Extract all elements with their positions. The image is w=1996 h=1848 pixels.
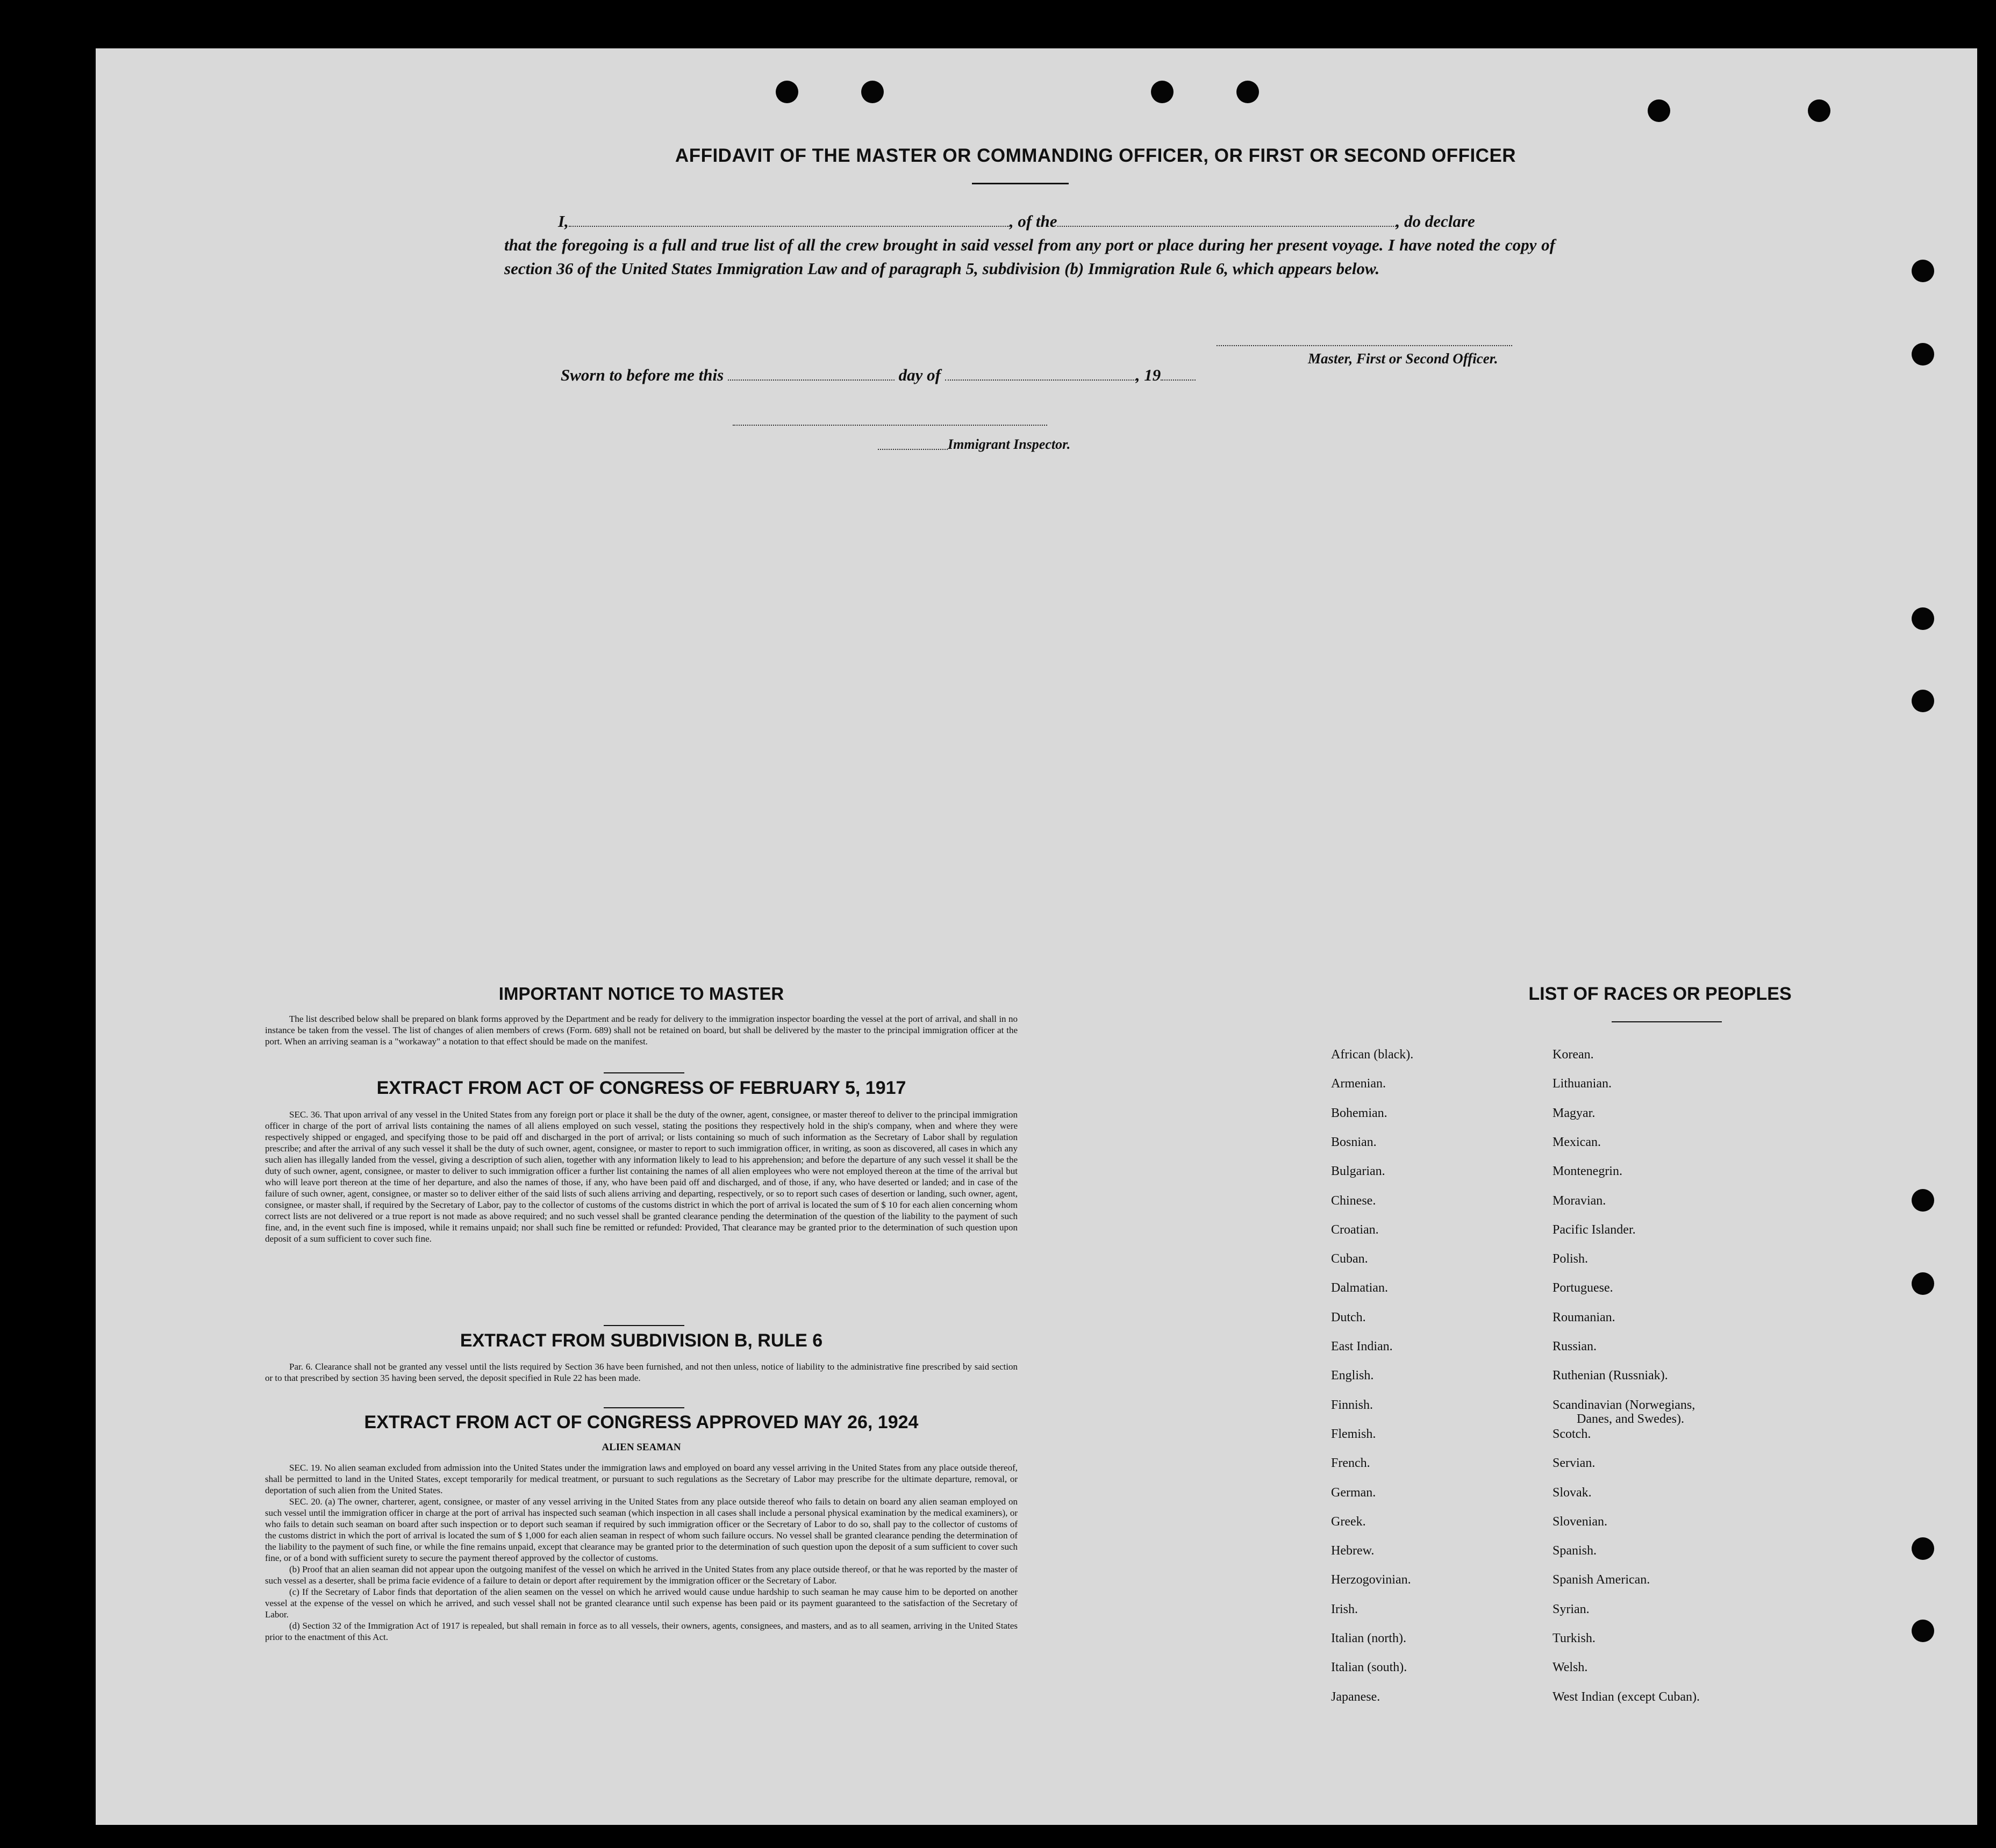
race-item: English. <box>1331 1369 1374 1383</box>
of-the-label: , of the <box>1009 212 1057 231</box>
punch-hole <box>1912 1272 1934 1295</box>
extract-1917-title: EXTRACT FROM ACT OF CONGRESS OF FEBRUARY 5, 1917 <box>376 1078 906 1098</box>
race-item: African (black). <box>1331 1048 1414 1062</box>
race-item: East Indian. <box>1331 1340 1393 1353</box>
race-item: Montenegrin. <box>1553 1164 1622 1179</box>
race-item: Bohemian. <box>1331 1106 1387 1120</box>
race-item: Danes, and Swedes). <box>1577 1412 1684 1426</box>
sworn-day-field[interactable] <box>728 366 895 381</box>
punch-hole <box>1912 1620 1934 1642</box>
race-item: Roumanian. <box>1553 1310 1615 1324</box>
races-title: LIST OF RACES OR PEOPLES <box>1528 984 1792 1004</box>
inspector-prefix-dots <box>878 449 948 450</box>
extract-rule6-title: EXTRACT FROM SUBDIVISION B, RULE 6 <box>460 1330 823 1351</box>
i-label: I, <box>558 212 569 231</box>
race-item: West Indian (except Cuban). <box>1553 1689 1700 1704</box>
race-item: Hebrew. <box>1331 1544 1375 1558</box>
sworn-line <box>561 366 1528 385</box>
punch-hole <box>1236 81 1259 103</box>
race-item: Italian (south). <box>1331 1660 1407 1675</box>
race-item: Croatian. <box>1331 1222 1379 1237</box>
race-item: Irish. <box>1331 1602 1358 1616</box>
day-of-label: day of <box>898 366 941 384</box>
punch-hole <box>1648 99 1670 122</box>
punch-hole <box>1912 1537 1934 1560</box>
race-item: Magyar. <box>1553 1106 1596 1120</box>
master-name-field[interactable] <box>569 212 1010 227</box>
divider <box>604 1325 684 1326</box>
race-item: Bulgarian. <box>1331 1164 1385 1179</box>
race-item: Japanese. <box>1331 1689 1380 1704</box>
sworn-month-field[interactable] <box>945 366 1136 381</box>
divider <box>604 1072 684 1073</box>
sec-20b-paragraph: (b) Proof that an alien seaman did not appear upon the outgoing manifest of the vessel on which he arrived in the United States from any place outside thereof, or that he was reported by the master of such vessel as a deserter, shall be prima facie evidence of a failure to detain or deport after requirement by the immigration officer or the Secretary of Labor. <box>265 1564 1018 1586</box>
sec-20d-paragraph: (d) Section 32 of the Immigration Act of 1917 is repealed, but shall remain in force as to all vessels, their owners, agents, consignees, and masters, and as to all seamen, arriving in the United States prior to the enactment of this Act. <box>265 1621 1018 1642</box>
race-item: French. <box>1331 1456 1370 1471</box>
sec-20a-paragraph: SEC. 20. (a) The owner, charterer, agent, consignee, or master of any vessel arriving in the United States from any place outside thereof who fails to detain on board any alien seaman employed on such vessel until the immigration officer in charge at the port of arrival has inspected such seaman (which inspection in all cases shall include a personal physical examination by the medical examiners), or who fails to detain such seaman on board after such inspection or to deport such seaman if required by such immigration officer or the Secretary of Labor to do so, shall pay to the collector of customs of the customs district in which the port of arrival is located the sum of $ 1,000 for each alien seaman in respect of whom such failure occurs. No vessel shall be granted clearance pending the determination of the liability to the payment of such fine, or while the fine remains unpaid, except that clearance may be granted prior to the determination of such question upon the deposit of a sum sufficient to cover such fine, or of a bond with sufficient surety to secure the payment thereof approved by the collector of customs. <box>265 1496 1018 1563</box>
race-item: Scandinavian (Norwegians, <box>1553 1398 1695 1412</box>
race-item: Moravian. <box>1553 1193 1606 1208</box>
sworn-label: Sworn to before me this <box>561 366 724 384</box>
master-signature-label: Master, First or Second Officer. <box>1308 350 1498 367</box>
races-title-underline <box>1612 1021 1722 1022</box>
race-item: Turkish. <box>1553 1631 1596 1645</box>
race-item: Bosnian. <box>1331 1135 1377 1149</box>
race-item: Scotch. <box>1553 1427 1591 1441</box>
race-item: Polish. <box>1553 1252 1589 1266</box>
race-item: German. <box>1331 1485 1376 1500</box>
race-item: Dutch. <box>1331 1310 1366 1324</box>
punch-hole <box>1912 260 1934 282</box>
punch-hole <box>1808 99 1830 122</box>
race-item: Spanish. <box>1553 1544 1597 1558</box>
punch-hole <box>1912 343 1934 366</box>
race-item: Servian. <box>1553 1456 1596 1471</box>
title-underline <box>972 183 1069 184</box>
affidavit-body <box>504 210 1555 281</box>
vessel-name-field[interactable] <box>1057 212 1396 227</box>
punch-hole <box>1912 1189 1934 1212</box>
race-item: Chinese. <box>1331 1193 1376 1208</box>
extract-1924-title: EXTRACT FROM ACT OF CONGRESS APPROVED MAY 26, 1924 <box>364 1412 919 1432</box>
notice-text: The list described below shall be prepared on blank forms approved by the Department and be ready for delivery to the immigration inspector boarding the vessel at the port of arrival, and shall in no instance be taken from the vessel. The list of changes of alien members of crews (Form. 689) shall not be retained on board, but shall be delivered by the master to the principal immigration officer at the port. When an arriving seaman is a "workaway" a notation to that effect should be made on the manifest. <box>265 1014 1018 1047</box>
race-item: Slovenian. <box>1553 1514 1607 1529</box>
declaration-first-line <box>504 210 1555 233</box>
extract-1924-subtitle: ALIEN SEAMAN <box>602 1442 681 1453</box>
race-item: Spanish American. <box>1553 1573 1650 1587</box>
race-item: Syrian. <box>1553 1602 1590 1616</box>
extract-1917-text: SEC. 36. That upon arrival of any vessel in the United States from any foreign port or place it shall be the duty of the owner, agent, consignee, or master thereof to deliver to the principal immigration officer in charge of the port of arrival lists containing the names of all aliens employed on such vessel, stating the positions they respectively hold in the ship's company, when and where they were respectively shipped or engaged, and specifying those to be paid off and discharged in the port of arrival; or lists containing so much of such information as the Secretary of Labor shall by regulation prescribe; and after the arrival of any such vessel it shall be the duty of such owner, agent, consignee, or master to report to such immigration officer, in writing, as soon as discovered, all cases in which any such alien has illegally landed from the vessel, giving a description of such alien, together with any information likely to lead to his apprehension; and before the departure of any such vessel it shall be the duty of such owner, agent, consignee, or master to deliver to such immigration officer a further list containing the names of all alien employees who were not employed thereon at the time of the arrival but who will leave port thereon at the time of her departure, and also the names of those, if any, who have been paid off and discharged, and of those, if any, who have deserted or landed; and in case of the failure of such owner, agent, consignee, or master so to deliver either of the said lists of such aliens arriving and departing, respectively, or so to report such cases of desertion or landing, such owner, agent, consignee, or master shall, if required by the Secretary of Labor, pay to the collector of customs of the customs district in which the port of arrival is located the sum of $ 10 for each alien concerning whom correct lists are not delivered or a true report is not made as above required; and no such vessel shall be granted clearance pending the determination of the question of the liability to the payment of such fine, and, in the event such fine is imposed, while it remains unpaid; nor shall such fine be remitted or refunded: Provided, That clearance may be granted prior to the determination of such question upon deposit of a sum sufficient to cover such fine. <box>265 1109 1018 1244</box>
punch-hole <box>1912 690 1934 712</box>
extract-1924-text <box>265 1462 1018 1643</box>
race-item: Pacific Islander. <box>1553 1222 1636 1237</box>
race-item: Armenian. <box>1331 1077 1386 1091</box>
race-item: Cuban. <box>1331 1252 1368 1266</box>
sec-19-paragraph: SEC. 19. No alien seaman excluded from admission into the United States under the immigration laws and employed on board any vessel arriving in the United States from any place outside thereof, shall be permitted to land in the United States, except temporarily for medical treatment, or pursuant to such regulations as the Secretary of Labor may prescribe for the ultimate departure, removal, or deportation of such alien from the United States. <box>265 1463 1018 1495</box>
divider <box>604 1407 684 1408</box>
race-item: Russian. <box>1553 1340 1597 1353</box>
inspector-signature-field[interactable] <box>733 425 1047 426</box>
sec-20c-paragraph: (c) If the Secretary of Labor finds that deportation of the alien seamen on the vessel on which he arrived would cause undue hardship to such seaman he may cause him to be deported on another vessel at the expense of the vessel on which he arrived, and such vessel shall not be granted clearance until such expense has been paid or its payment guaranteed to the satisfaction of the Secretary of Labor. <box>265 1587 1018 1620</box>
affidavit-title: AFFIDAVIT OF THE MASTER OR COMMANDING OFFICER, OR FIRST OR SECOND OFFICER <box>675 145 1516 166</box>
race-item: Finnish. <box>1331 1398 1373 1412</box>
race-item: Italian (north). <box>1331 1631 1406 1645</box>
race-item: Korean. <box>1553 1048 1594 1062</box>
race-item: Ruthenian (Russniak). <box>1553 1369 1668 1383</box>
punch-hole <box>776 81 798 103</box>
declaration-text: that the foregoing is a full and true list of all the crew brought in said vessel from any port or place during her present voyage. I have noted the copy of section 36 of the United States Immigration Law and of paragraph 5, subdivision (b) Immigration Rule 6, which appears below. <box>504 235 1555 278</box>
document-page <box>96 48 1977 1825</box>
race-item: Lithuanian. <box>1553 1077 1612 1091</box>
year-prefix: , 19 <box>1135 366 1161 384</box>
race-item: Greek. <box>1331 1514 1366 1529</box>
sworn-year-field[interactable] <box>1161 366 1196 381</box>
extract-rule6-text: Par. 6. Clearance shall not be granted any vessel until the lists required by Section 36 have been furnished, and not then unless, notice of liability to the administrative fine prescribed by said section or to that prescribed by section 35 having been served, the deposit specified in Rule 22 has been made. <box>265 1362 1018 1383</box>
notice-title: IMPORTANT NOTICE TO MASTER <box>498 984 784 1004</box>
race-item: Herzogovinian. <box>1331 1573 1411 1587</box>
master-signature-field[interactable] <box>1217 345 1512 346</box>
race-item: Dalmatian. <box>1331 1281 1388 1295</box>
race-item: Mexican. <box>1553 1135 1601 1149</box>
punch-hole <box>861 81 884 103</box>
race-item: Welsh. <box>1553 1660 1588 1675</box>
race-item: Portuguese. <box>1553 1281 1613 1295</box>
race-item: Flemish. <box>1331 1427 1376 1441</box>
race-item: Slovak. <box>1553 1485 1592 1500</box>
inspector-label: Immigrant Inspector. <box>948 436 1071 452</box>
punch-hole <box>1912 607 1934 630</box>
do-declare-label: , do declare <box>1396 212 1475 231</box>
punch-hole <box>1151 81 1174 103</box>
